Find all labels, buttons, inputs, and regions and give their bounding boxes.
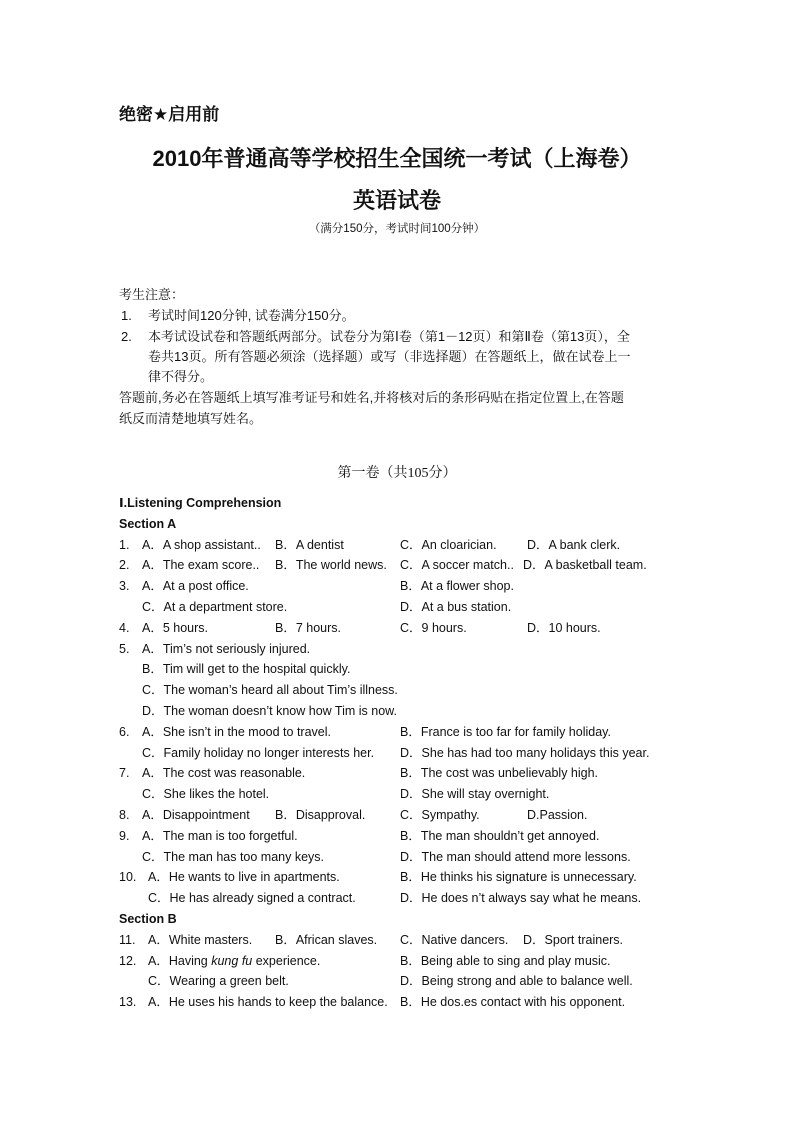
option-a-italic: kung fu: [211, 954, 253, 968]
option-c: C．Native dancers.: [400, 933, 509, 947]
option-a: A．A shop assistant..: [142, 538, 261, 552]
option-c: C．Sympathy.: [400, 808, 480, 822]
option-b: B．Being able to sing and play music.: [400, 954, 611, 968]
option-a: A．The exam score..: [142, 558, 260, 572]
option-c: C．A soccer match..: [400, 558, 514, 572]
option-c: C．An cloarician.: [400, 538, 497, 552]
notice-item-number: 1.: [121, 308, 132, 323]
question-number: 7.: [119, 766, 130, 780]
option-c: C．He has already signed a contract.: [148, 891, 356, 905]
question-number: 2.: [119, 558, 130, 572]
option-a: A．She isn’t in the mood to travel.: [142, 725, 331, 739]
section-b-heading: Section B: [119, 912, 177, 926]
option-d: D．The man should attend more lessons.: [400, 850, 631, 864]
option-a: A．5 hours.: [142, 621, 209, 635]
question-number: 12.: [119, 954, 137, 968]
option-c: C．At a department store.: [142, 600, 288, 614]
option-a: [148, 955, 320, 968]
option-d: D．Being strong and able to balance well.: [400, 974, 633, 988]
option-a: A．At a post office.: [142, 579, 249, 593]
option-a: A．The man is too forgetful.: [142, 829, 298, 843]
option-b: B．African slaves.: [275, 933, 378, 947]
option-b: B．France is too far for family holiday.: [400, 725, 611, 739]
option-b: B．7 hours.: [275, 621, 342, 635]
option-d: D．She will stay overnight.: [400, 787, 550, 801]
option-b: B．The cost was unbelievably high.: [400, 766, 599, 780]
question-number: 13.: [119, 995, 137, 1009]
option-b: B．The world news.: [275, 558, 387, 572]
option-b: B．Disapproval.: [275, 808, 366, 822]
option-d: D.Passion.: [527, 808, 588, 822]
option-b: B．He dos.es contact with his opponent.: [400, 995, 626, 1009]
option-c: C．9 hours.: [400, 621, 467, 635]
question-number: 3.: [119, 579, 130, 593]
question-number: 4.: [119, 621, 130, 635]
option-d: D．At a bus station.: [400, 600, 512, 614]
option-c: C．She likes the hotel.: [142, 787, 270, 801]
option-a: A．Tim’s not seriously injured.: [142, 642, 311, 656]
option-b: B．Tim will get to the hospital quickly.: [142, 662, 351, 676]
classification-label: 绝密★启用前: [119, 105, 220, 124]
section-a-heading: Section A: [119, 517, 177, 531]
option-b: B．A dentist: [275, 538, 344, 552]
exam-subtitle: 英语试卷: [352, 188, 441, 213]
notice-item-text: 卷共13页。所有答题必须涂（选择题）或写（非选择题）在答题纸上，做在试卷上一: [148, 349, 631, 364]
exam-time-note: （满分150分，考试时间100分钟）: [308, 223, 486, 235]
question-number: 10.: [119, 870, 137, 884]
notice-item-text: 考试时间120分钟, 试卷满分150分。: [148, 308, 355, 323]
option-d: D．A bank clerk.: [527, 538, 621, 552]
option-d: D．Sport trainers.: [523, 933, 624, 947]
option-d: D．He does n’t always say what he means.: [400, 891, 642, 905]
option-b: B．At a flower shop.: [400, 579, 514, 593]
option-d: D．10 hours.: [527, 621, 601, 635]
option-a: A．He uses his hands to keep the balance.: [148, 995, 388, 1009]
notice-item-text: 律不得分。: [148, 369, 214, 384]
question-number: 8.: [119, 808, 130, 822]
option-c: C．Wearing a green belt.: [148, 974, 289, 988]
question-number: 1.: [119, 538, 130, 552]
option-d: D．A basketball team.: [523, 558, 647, 572]
option-c: C．The woman’s heard all about Tim’s illness.: [142, 683, 398, 697]
option-d: D．The woman doesn’t know how Tim is now.: [142, 704, 397, 718]
section-title: Ⅰ.Listening Comprehension: [119, 496, 282, 510]
option-b: B．The man shouldn’t get annoyed.: [400, 829, 600, 843]
notice-item-text: 本考试设试卷和答题纸两部分。试卷分为第Ⅰ卷（第1－12页）和第Ⅱ卷（第13页），全: [148, 329, 630, 344]
part-title: 第一卷（共105分）: [337, 466, 457, 481]
notice-item-number: 2.: [121, 329, 132, 344]
question-number: 5.: [119, 642, 130, 656]
notice-heading: 考生注意：: [119, 287, 185, 302]
question-number: 6.: [119, 725, 130, 739]
option-d: D．She has had too many holidays this year.: [400, 746, 650, 760]
question-number: 9.: [119, 829, 130, 843]
option-a: A．The cost was reasonable.: [142, 766, 306, 780]
option-a-prefix: A．Having: [148, 954, 212, 968]
option-c: C．Family holiday no longer interests her.: [142, 746, 375, 760]
option-a: A．He wants to live in apartments.: [148, 870, 340, 884]
notice-footer-text: 纸反而清楚地填写姓名。: [119, 411, 263, 426]
question-number: 11.: [119, 933, 136, 947]
notice-footer-text: 答题前,务必在答题纸上填写准考证号和姓名,并将核对后的条形码贴在指定位置上,在答题: [119, 390, 624, 405]
option-a: A．Disappointment: [142, 808, 250, 822]
option-c: C．The man has too many keys.: [142, 850, 325, 864]
option-a: A．White masters.: [148, 933, 253, 947]
exam-title: 2010年普通高等学校招生全国统一考试（上海卷）: [152, 146, 642, 171]
option-b: B．He thinks his signature is unnecessary.: [400, 870, 637, 884]
option-a-suffix: experience.: [252, 954, 321, 968]
